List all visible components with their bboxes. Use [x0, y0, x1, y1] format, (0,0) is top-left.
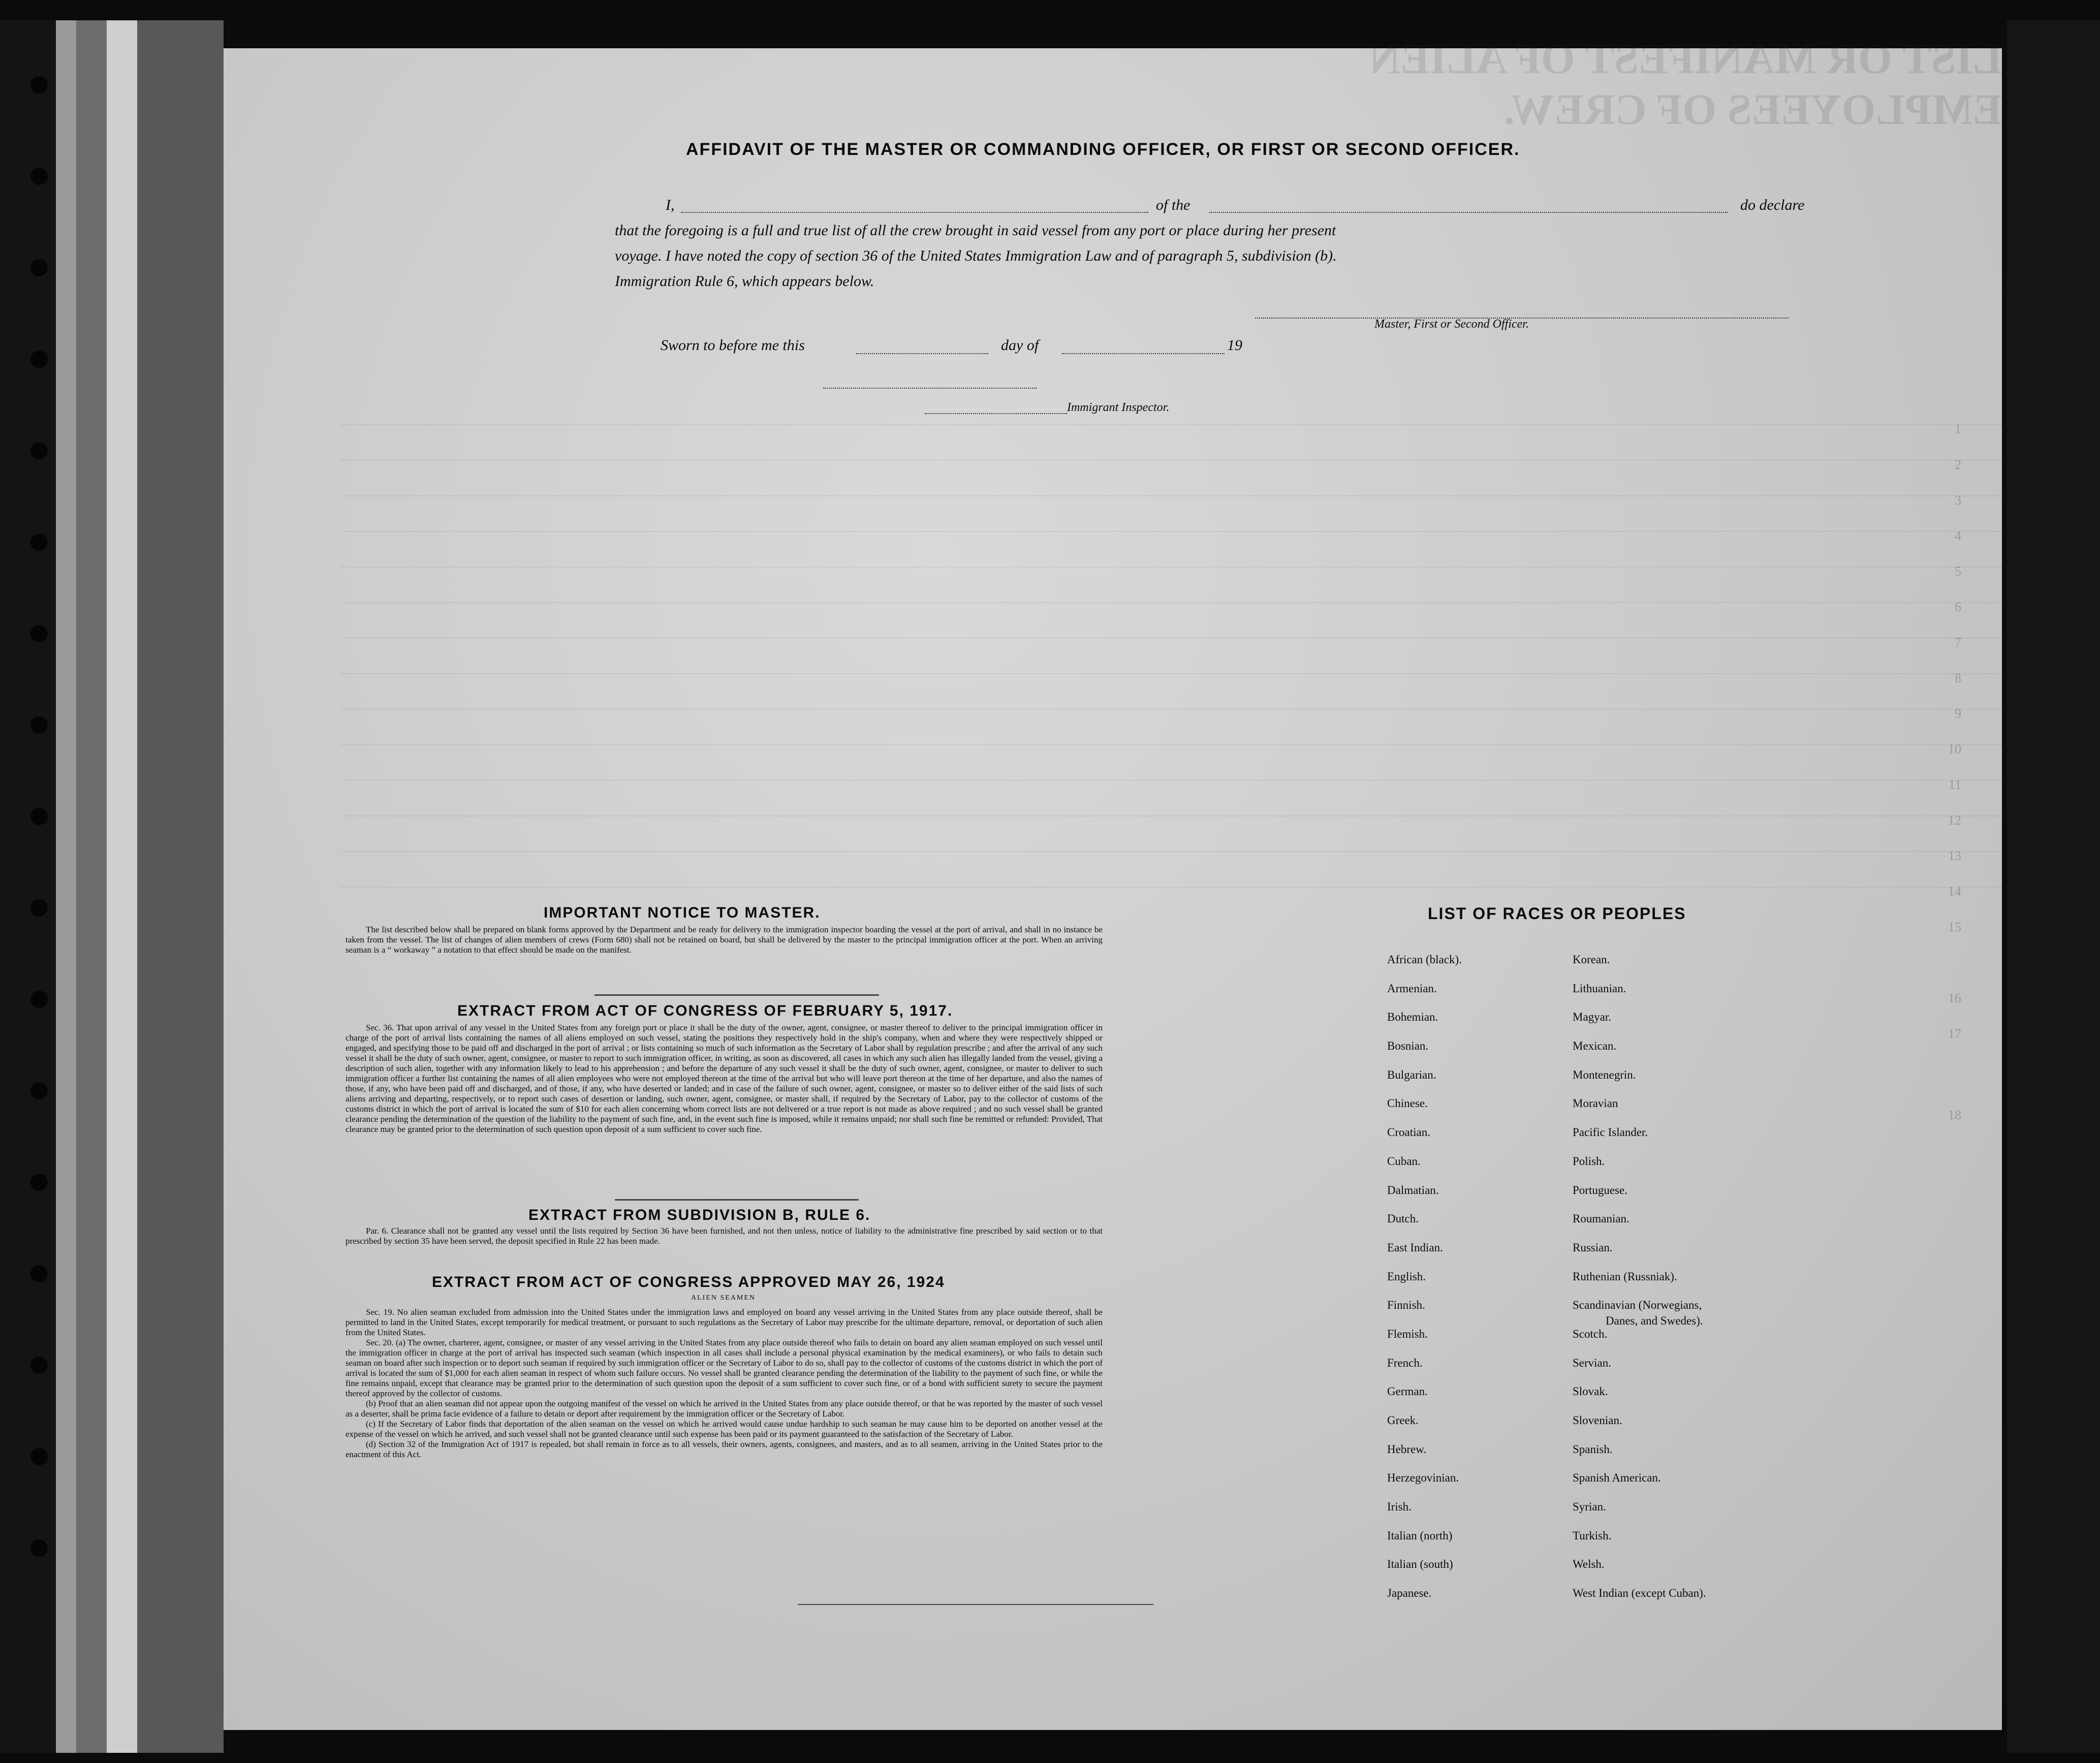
bleed-row-line: [340, 780, 2017, 781]
bleed-row-line: [340, 673, 2017, 674]
binding-strip: [56, 20, 76, 1753]
extract-1924-title: EXTRACT FROM ACT OF CONGRESS APPROVED MAY 26, 1924: [432, 1274, 945, 1290]
alien-seamen-subtitle: ALIEN SEAMEN: [691, 1294, 756, 1302]
extract-1924-sec20d: (d) Section 32 of the Immigration Act of 1917 is repealed, but shall remain in force as to all vessels, their owners, agents, consignees, and masters, and as to all seamen, arriving in the United States prior to the enactment of this Act.: [346, 1439, 1103, 1459]
extract-1924-sec20b: (b) Proof that an alien seaman did not appear upon the outgoing manifest of the vessel on which he arrived in the United States from any place outside thereof, or that he was reported by the master of such vessel as a deserter, shall be prima facie evidence of a failure to detain or deport after requirement by the immigration officer or the Secretary of Labor.: [346, 1399, 1103, 1419]
bleed-row-line: [340, 638, 2017, 639]
document-sheet: [224, 34, 2002, 1730]
bleed-row-line: [340, 709, 2017, 710]
race-item: French.: [1387, 1356, 1423, 1369]
sworn-label: Sworn to before me this: [661, 337, 805, 354]
bleed-row-line: [340, 815, 2017, 816]
race-item: Syrian.: [1573, 1500, 1606, 1514]
race-item: Slovenian.: [1573, 1414, 1622, 1427]
affidavit-title: AFFIDAVIT OF THE MASTER OR COMMANDING OFFICER, OR FIRST OR SECOND OFFICER.: [686, 140, 1520, 159]
bleed-row-number: 18: [1948, 1108, 1961, 1122]
bleed-row-number: 3: [1955, 493, 1961, 508]
bleed-row-number: 7: [1955, 635, 1961, 650]
race-item: Slovak.: [1573, 1385, 1608, 1398]
races-right-column: [1573, 953, 1706, 1615]
bleed-row-number: 15: [1948, 920, 1961, 934]
race-item: Polish.: [1573, 1154, 1605, 1168]
section-divider: [594, 994, 879, 996]
race-item: Bohemian.: [1387, 1011, 1438, 1024]
punch-hole: [30, 351, 48, 368]
race-item: Servian.: [1573, 1356, 1612, 1369]
punch-hole: [30, 1174, 48, 1191]
punch-hole: [30, 533, 48, 551]
race-item: Herzegovinian.: [1387, 1471, 1459, 1485]
extract-rule6-paragraph: Par. 6. Clearance shall not be granted any vessel until the lists required by Section 36 have been furnished, and not then unless, notice of liability to the administrative fine prescribed by said section or to that prescribed by section 35 have been served, the deposit specified in Rule 22 has been made.: [346, 1226, 1103, 1246]
race-item: Flemish.: [1387, 1327, 1428, 1340]
race-item-continuation: Danes, and Swedes).: [1606, 1314, 1703, 1327]
race-item: Spanish.: [1573, 1442, 1613, 1456]
punch-hole: [30, 716, 48, 734]
races-left-column: [1387, 953, 1462, 1615]
bleed-row-number: 9: [1955, 706, 1961, 721]
race-item: Irish.: [1387, 1500, 1412, 1514]
bleed-row-line: [340, 424, 2017, 425]
extract-1924-text: [346, 1307, 1103, 1460]
affidavit-vessel-line: [1209, 212, 1728, 213]
race-item: Cuban.: [1387, 1154, 1421, 1168]
right-margin-strip: [2007, 20, 2100, 1753]
bleed-row-line: [340, 744, 2017, 745]
extract-1924-sec19: Sec. 19. No alien seaman excluded from admission into the United States under the immigration laws and employed on board any vessel arriving in the United States from any place outside thereof, shall be permitted to land in the United States, except temporarily for medical treatment, or pursuant to such regulations as the Secretary of Labor may prescribe for the ultimate departure, removal, or deportation of such alien from the United States.: [346, 1307, 1103, 1337]
bleed-row-number: 5: [1955, 564, 1961, 579]
race-item: Italian (south): [1387, 1558, 1453, 1571]
binding-strip: [76, 20, 107, 1753]
inspector-label: Immigrant Inspector.: [1067, 401, 1170, 414]
race-item: Scotch.: [1573, 1327, 1608, 1340]
races-title: LIST OF RACES OR PEOPLES: [1428, 904, 1686, 923]
notice-paragraph: The list described below shall be prepared on blank forms approved by the Department and be ready for delivery to the immigration inspector boarding the vessel at the port of arrival, and shall in no instance be taken from the vessel. The list of changes of alien members of crews (Form 680) shall not be retained on board, but shall be delivered by the master to the principal immigration officer at the port. When an arriving seaman is a “ workaway ” a notation to that effect should be made on the manifest.: [346, 925, 1103, 955]
bleed-row-number: 4: [1955, 528, 1961, 543]
affidavit-line-3: voyage. I have noted the copy of section 36 of the United States Immigration Law and of paragraph 5, subdivision (b).: [615, 247, 1337, 264]
extract-1917-paragraph: Sec. 36. That upon arrival of any vessel in the United States from any foreign port or place it shall be the duty of the owner, agent, consignee, or master thereof to deliver to the principal immigration officer in charge of the port of arrival lists containing the names of all aliens employed on such vessel, stating the positions they respectively hold in the ship's company, when and where they were respectively shipped or engaged, and specifying those to be paid off and discharged in the port of arrival ; or lists containing so much of such information as the Secretary of Labor shall by regulation prescribe ; and after the arrival of any such vessel it shall be the duty of such owner, agent, consignee, or master to report to such immigration officer, in writing, as soon as discovered, all cases in which any such alien has illegally landed from the vessel, giving a description of such alien, together with any information likely to lead to his apprehension ; and before the departure of any such vessel it shall be the duty of such owner, agent, consignee, or master to deliver to such immigration officer a further list containing the names of all alien employees who were not employed thereon at the time of the arrival but who will leave port thereon at the time of her departure, and also the names of those, if any, who have been paid off and discharged, and of those, if any, who have deserted or landed; and in case of the failure of such owner, agent, consignee, or master so to deliver either of the said lists of such aliens arriving and departing, respectively, or to report such cases of desertion or landing, such owner, agent, consignee, or master shall, if required by the Secretary of Labor, pay to the collector of customs of the customs district in which the port of arrival is located the sum of $10 for each alien concerning whom correct lists are not delivered or a true report is not made as above required ; and no such vessel shall be granted clearance pending the determination of the question of the liability to the payment of such fine, and, in the event such fine is imposed, while it remains unpaid; nor shall such fine be remitted or refunded: Provided, That clearance may be granted prior to the determination of such question upon deposit of a sum sufficient to cover such fine.: [346, 1023, 1103, 1134]
punch-hole: [30, 808, 48, 825]
race-item: Dutch.: [1387, 1212, 1419, 1225]
bleed-row-number: 1: [1955, 422, 1961, 436]
race-item: Montenegrin.: [1573, 1068, 1636, 1081]
race-item: Chinese.: [1387, 1097, 1428, 1110]
page-edge-strip: [107, 20, 137, 1753]
page-edge-strip: [137, 20, 224, 1753]
race-item: Korean.: [1573, 953, 1610, 966]
inspector-signature-line: [823, 388, 1037, 389]
race-item: Russian.: [1573, 1241, 1613, 1254]
section-divider: [615, 1199, 859, 1201]
affidavit-i-label: I,: [666, 197, 675, 213]
bleed-row-number: 17: [1948, 1026, 1961, 1041]
punch-hole: [30, 899, 48, 917]
race-item: Roumanian.: [1573, 1212, 1629, 1225]
inspector-signature-line-2: [925, 413, 1067, 414]
punch-hole: [30, 1357, 48, 1374]
affidavit-declare-label: do declare: [1740, 197, 1805, 213]
race-item: Spanish American.: [1573, 1471, 1661, 1485]
binding-strip: [0, 20, 56, 1753]
punch-hole: [30, 625, 48, 642]
punch-hole: [30, 442, 48, 459]
race-item: English.: [1387, 1270, 1426, 1283]
race-item: Welsh.: [1573, 1558, 1605, 1571]
race-item: Armenian.: [1387, 982, 1437, 995]
bleed-row-number: 14: [1948, 884, 1961, 899]
affidavit-name-line: [681, 212, 1148, 213]
bleed-row-line: [340, 460, 2017, 461]
bleed-row-line: [340, 566, 2017, 568]
punch-hole: [30, 1082, 48, 1099]
race-item: East Indian.: [1387, 1241, 1443, 1254]
bottom-divider: [798, 1604, 1153, 1605]
day-of-label: day of: [1001, 337, 1039, 354]
sworn-day-line: [856, 353, 988, 354]
punch-hole: [30, 1539, 48, 1557]
bleed-row-line: [340, 531, 2017, 532]
bleed-row-number: 11: [1948, 777, 1961, 792]
race-item: Portuguese.: [1573, 1183, 1627, 1197]
affidavit-line-2: that the foregoing is a full and true list of all the crew brought in said vessel from any port or place during her present: [615, 222, 1336, 239]
affidavit-of-the-label: of the: [1156, 197, 1190, 213]
punch-hole: [30, 1448, 48, 1465]
punch-hole: [30, 168, 48, 185]
race-item: Magyar.: [1573, 1011, 1612, 1024]
race-item: Scandinavian (Norwegians,: [1573, 1299, 1702, 1312]
race-item: Mexican.: [1573, 1040, 1617, 1053]
notice-text: [346, 925, 1103, 955]
race-item: African (black).: [1387, 953, 1462, 966]
bleed-row-number: 8: [1955, 671, 1961, 685]
extract-1924-sec20a: Sec. 20. (a) The owner, charterer, agent, consignee, or master of any vessel arriving in the United States from any place outside thereof who fails to detain on board any alien seaman employed on such vessel until the immigration officer in charge at the port of arrival has inspected such seaman (which inspection in all cases shall include a personal physical examination by the medical examiners), or who fails to detain such seaman on board after such inspection or to deport such seaman if required by such immigration officer or the Secretary of Labor to do so, shall pay to the collector of customs of the customs district in which the port of arrival is located the sum of $1,000 for each alien seaman in respect of whom such failure occurs. No vessel shall be granted clearance pending the determination of the liability to the payment of such fine, or while the fine remains unpaid, except that clearance may be granted prior to the determination of such question upon the deposit of a sum sufficient to cover such fine, or of a bond with sufficient surety to secure the payment thereof approved by the collector of customs.: [346, 1338, 1103, 1398]
notice-title: IMPORTANT NOTICE TO MASTER.: [544, 904, 821, 921]
bleed-row-number: 6: [1955, 600, 1961, 614]
extract-1917-text: [346, 1023, 1103, 1135]
race-item: Hebrew.: [1387, 1442, 1427, 1456]
punch-hole: [30, 1265, 48, 1282]
bleed-row-number: 2: [1955, 457, 1961, 472]
bleed-row-line: [340, 495, 2017, 496]
race-item: Lithuanian.: [1573, 982, 1626, 995]
extract-1917-title: EXTRACT FROM ACT OF CONGRESS OF FEBRUARY 5, 1917.: [457, 1002, 953, 1019]
bleed-row-line: [340, 887, 2017, 888]
year-prefix: 19: [1227, 337, 1242, 354]
extract-1924-sec20c: (c) If the Secretary of Labor finds that deportation of the alien seaman on the vessel on which he arrived would cause undue hardship to such seaman he may cause him to be deported on another vessel at the expense of the vessel on which he arrived, and such vessel shall not be granted clearance until such expense has been paid or its payment guaranteed to the satisfaction of the Secretary of Labor.: [346, 1419, 1103, 1439]
bleed-row-number: 13: [1948, 848, 1961, 863]
race-item: Ruthenian (Russniak).: [1573, 1270, 1677, 1283]
bleed-row-line: [340, 602, 2017, 603]
bleed-through-heading: [1270, 33, 2002, 135]
race-item: Moravian: [1573, 1097, 1618, 1110]
bleed-heading-text: LIST OR MANIFEST OF ALIEN EMPLOYEES OF CREW.: [1369, 34, 2002, 134]
bleed-row-line: [340, 851, 2017, 852]
race-item: Finnish.: [1387, 1299, 1425, 1312]
race-item: West Indian (except Cuban).: [1573, 1587, 1706, 1600]
extract-rule6-text: [346, 1226, 1103, 1246]
race-item: Pacific Islander.: [1573, 1126, 1648, 1139]
race-item: German.: [1387, 1385, 1428, 1398]
race-item: Bulgarian.: [1387, 1068, 1436, 1081]
bleed-row-number: 12: [1948, 813, 1961, 828]
race-item: Greek.: [1387, 1414, 1419, 1427]
master-label: Master, First or Second Officer.: [1374, 318, 1529, 331]
race-item: Japanese.: [1387, 1587, 1432, 1600]
race-item: Bosnian.: [1387, 1040, 1429, 1053]
bleed-row-number: 16: [1948, 991, 1961, 1005]
race-item: Croatian.: [1387, 1126, 1430, 1139]
race-item: Turkish.: [1573, 1529, 1612, 1542]
punch-hole: [30, 991, 48, 1008]
race-item: Dalmatian.: [1387, 1183, 1439, 1197]
extract-rule6-title: EXTRACT FROM SUBDIVISION B, RULE 6.: [528, 1207, 871, 1223]
sworn-month-line: [1062, 353, 1225, 354]
bleed-row-number: 10: [1948, 742, 1961, 757]
punch-hole: [30, 76, 48, 93]
race-item: Italian (north): [1387, 1529, 1453, 1542]
affidavit-line-4: Immigration Rule 6, which appears below.: [615, 273, 874, 290]
punch-hole: [30, 259, 48, 276]
